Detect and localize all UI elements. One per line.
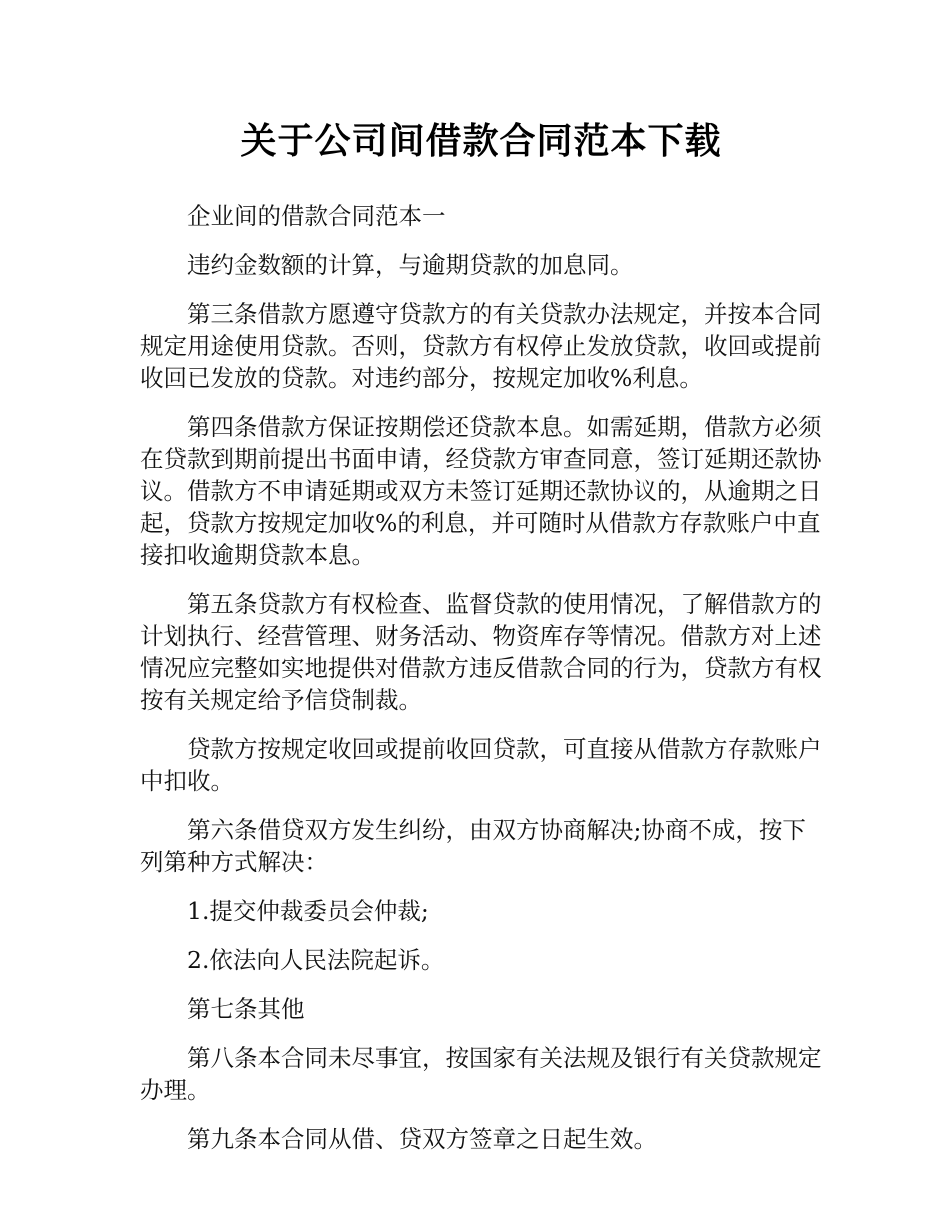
paragraph-article-7: 第七条其他: [187, 995, 305, 1023]
paragraph-article-8: 第八条本合同未尽事宜，按国家有关法规及银行有关贷款规定办理。: [140, 1044, 822, 1104]
paragraph-article-3: 第三条借款方愿遵守贷款方的有关贷款办法规定，并按本合同规定用途使用贷款。否则，贷款方有权停止发放贷款，收回或提前收回已发放的贷款。对违约部分，按规定加收%利息。: [140, 300, 822, 392]
paragraph-option-arbitration: 1.提交仲裁委员会仲裁;: [187, 897, 429, 925]
paragraph-article-5: 第五条贷款方有权检查、监督贷款的使用情况，了解借款方的计划执行、经营管理、财务活动、物资库存等情况。借款方对上述情况应完整如实地提供对借款方违反借款合同的行为，贷款方有权按有关规定给予信贷制裁。: [140, 590, 822, 714]
paragraph-article-4: 第四条借款方保证按期偿还贷款本息。如需延期，借款方必须在贷款到期前提出书面申请，经贷款方审查同意，签订延期还款协议。借款方不申请延期或双方未签订延期还款协议的，从逾期之日起，贷款方按规定加收%的利息，并可随时从借款方存款账户中直接扣收逾期贷款本息。: [140, 413, 822, 569]
paragraph-loan-recovery: 贷款方按规定收回或提前收回贷款，可直接从借款方存款账户中扣收。: [140, 735, 822, 795]
paragraph-contract-sample-heading: 企业间的借款合同范本一: [187, 202, 446, 230]
paragraph-article-9: 第九条本合同从借、贷双方签章之日起生效。: [187, 1125, 657, 1153]
paragraph-option-court: 2.依法向人民法院起诉。: [187, 946, 445, 974]
document-title: 关于公司间借款合同范本下载: [240, 121, 722, 162]
paragraph-article-6: 第六条借贷双方发生纠纷，由双方协商解决;协商不成，按下列第种方式解决：: [140, 816, 806, 876]
paragraph-penalty-calculation: 违约金数额的计算，与逾期贷款的加息同。: [187, 251, 634, 279]
